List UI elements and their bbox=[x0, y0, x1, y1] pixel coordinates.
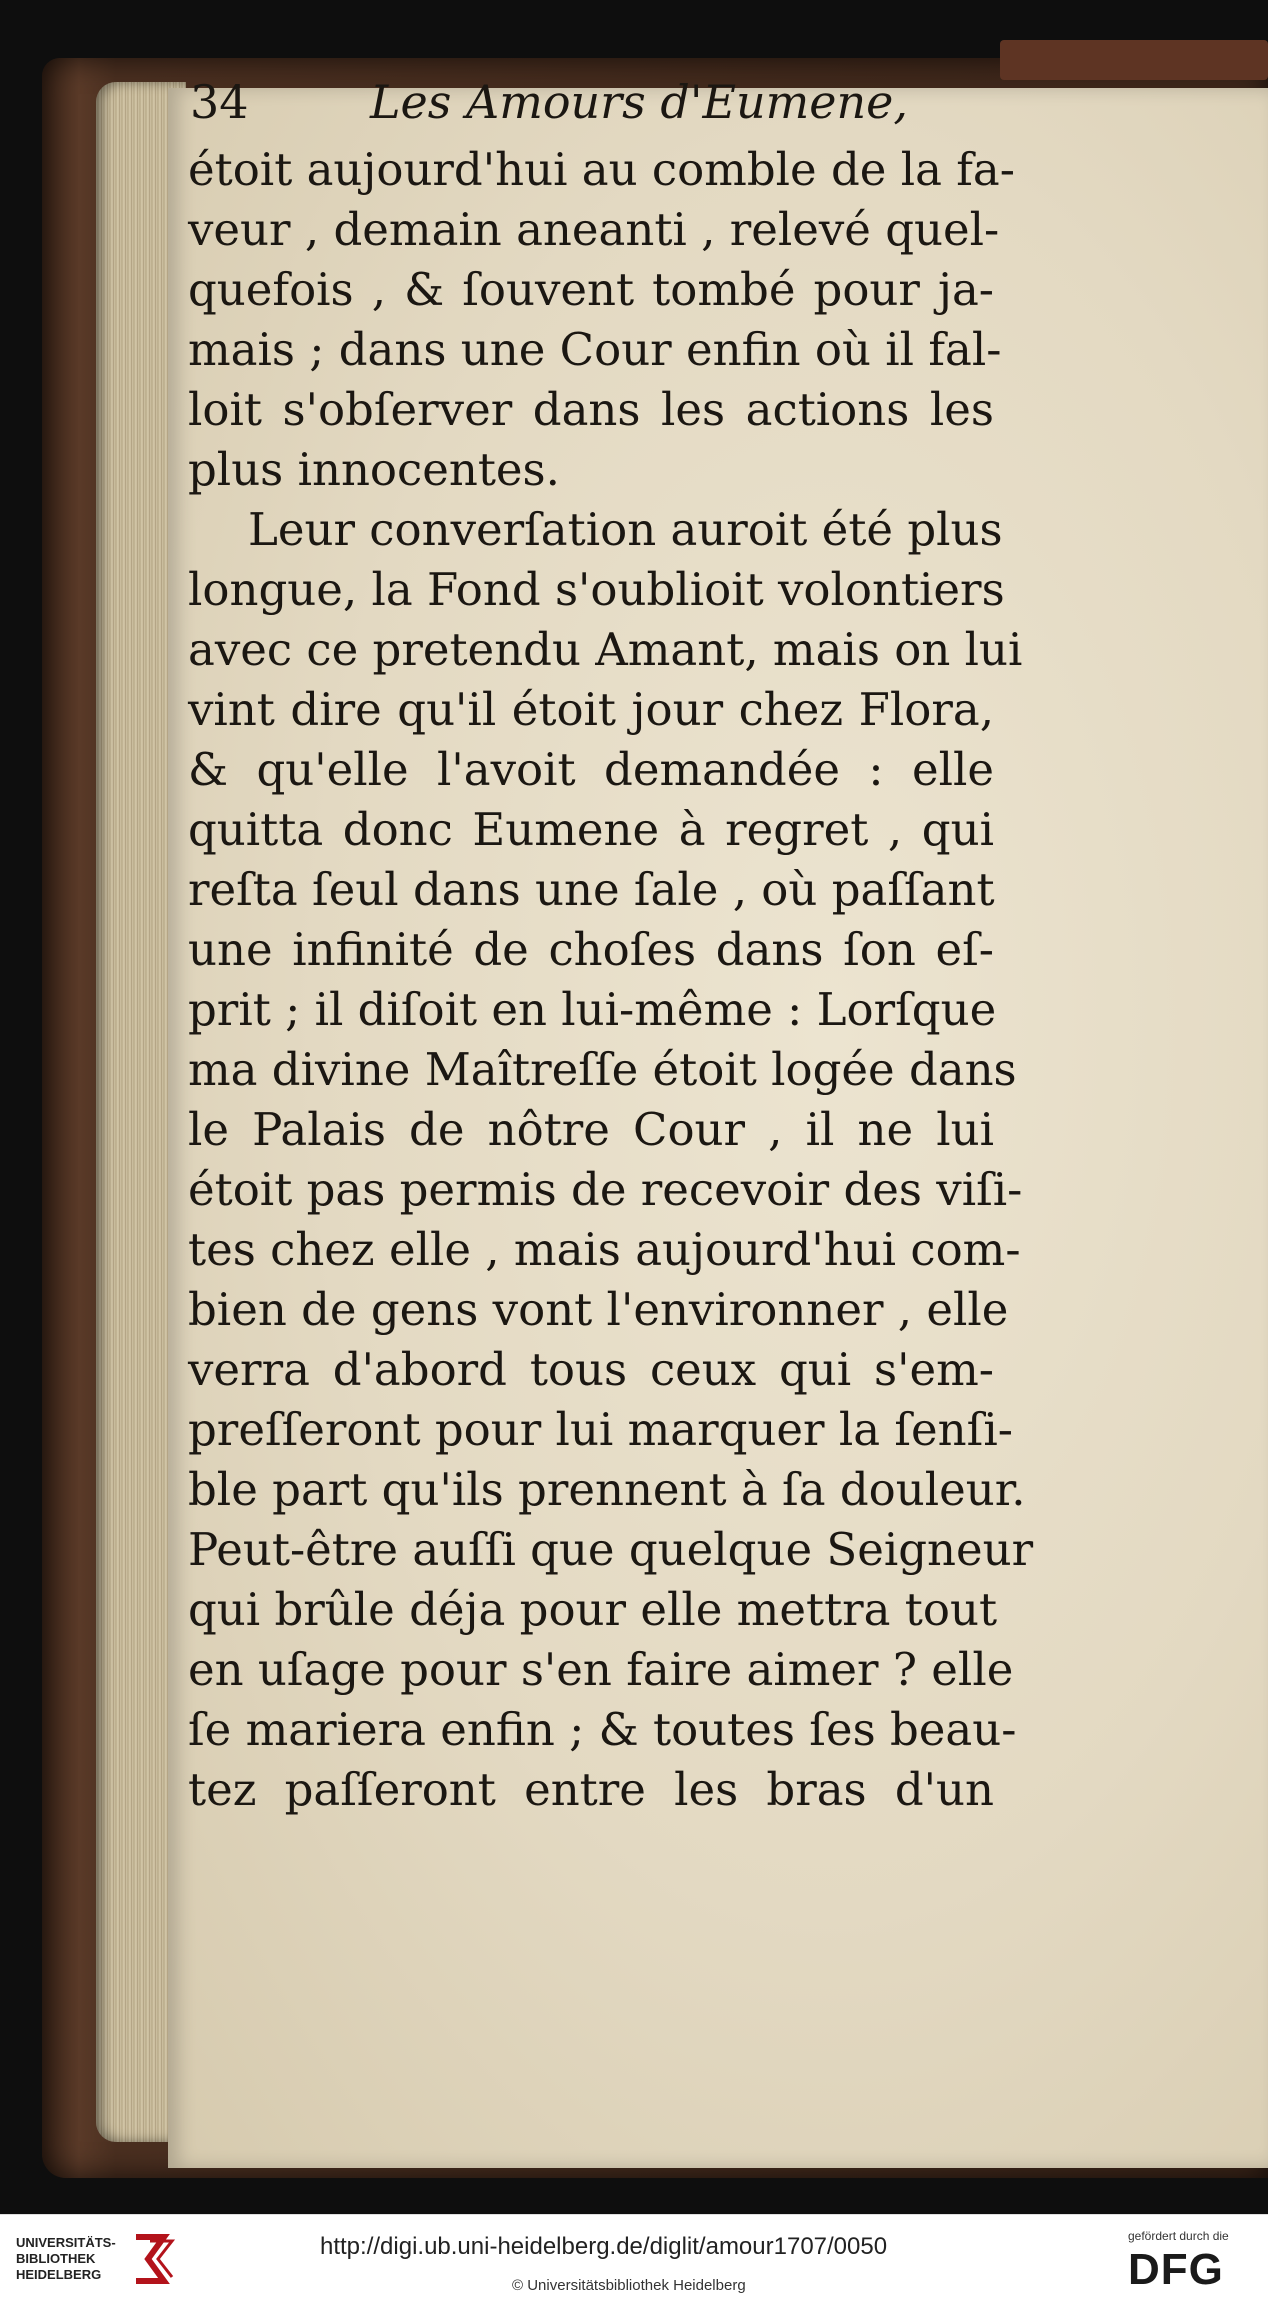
text-line: étoit pas permis de recevoir des viſi- bbox=[188, 1163, 1023, 1216]
text-line: bien de gens vont l'environner , elle bbox=[188, 1283, 1009, 1336]
text-line: longue, la Fond s'oublioit volontiers bbox=[188, 563, 1005, 616]
text-line: mais ; dans une Cour enfin où il fal- bbox=[188, 323, 1002, 376]
text-line: ble part qu'ils prennent à ſa douleur. bbox=[188, 1463, 1026, 1516]
permalink-url[interactable]: http://digi.ub.uni-heidelberg.de/diglit/amour1707/0050 bbox=[320, 2233, 888, 2260]
text-line: quefois , & ſouvent tombé pour ja- bbox=[188, 263, 994, 316]
text-line: avec ce pretendu Amant, mais on lui bbox=[188, 623, 1023, 676]
page-number: 34 bbox=[190, 75, 249, 129]
text-line: ma divine Maîtreſſe étoit logée dans bbox=[188, 1043, 1017, 1096]
text-line: quitta donc Eumene à regret , qui bbox=[188, 803, 994, 856]
dfg-logo: DFG bbox=[1128, 2245, 1224, 2294]
running-title: Les Amours d'Eumene, bbox=[370, 75, 908, 129]
text-line: verra d'abord tous ceux qui s'em- bbox=[188, 1343, 994, 1396]
text-line: reſta ſeul dans une ſale , où paſſant bbox=[188, 863, 995, 916]
text-line: ſe mariera enfin ; & toutes ſes beau- bbox=[188, 1703, 1017, 1756]
text-line: vint dire qu'il étoit jour chez Flora, bbox=[188, 683, 994, 736]
text-line: Peut-être auſſi que quelque Seigneur bbox=[188, 1523, 1034, 1576]
page-header bbox=[190, 75, 990, 145]
text-line: loit s'obſerver dans les actions les bbox=[188, 383, 994, 436]
text-line: étoit aujourd'hui au comble de la fa- bbox=[188, 143, 1015, 196]
text-line: en uſage pour s'en faire aimer ? elle bbox=[188, 1643, 1014, 1696]
library-logo-text: UNIVERSITÄTS- BIBLIOTHEK HEIDELBERG bbox=[16, 2235, 116, 2282]
copyright-notice: © Universitätsbibliothek Heidelberg bbox=[512, 2277, 746, 2294]
viewer-footer bbox=[0, 2214, 1268, 2305]
text-line: preſſeront pour lui marquer la ſenſi- bbox=[188, 1403, 1013, 1456]
text-line: & qu'elle l'avoit demandée : elle bbox=[188, 743, 994, 796]
text-line: tez paſſeront entre les bras d'un bbox=[188, 1763, 994, 1816]
text-line: Leur converſation auroit été plus bbox=[248, 503, 1003, 556]
text-line: tes chez elle , mais aujourd'hui com- bbox=[188, 1223, 1021, 1276]
cover-spine-edge bbox=[1000, 40, 1268, 80]
text-line: le Palais de nôtre Cour , il ne lui bbox=[188, 1103, 994, 1156]
text-line: veur , demain aneanti , relevé quel- bbox=[188, 203, 1000, 256]
text-line: une infinité de choſes dans ſon eſ- bbox=[188, 923, 994, 976]
funder-label: gefördert durch die bbox=[1128, 2229, 1229, 2243]
text-line: plus innocentes. bbox=[188, 443, 560, 496]
text-line: prit ; il diſoit en lui-même : Lorſque bbox=[188, 983, 997, 1036]
page-body-text bbox=[188, 140, 1034, 1820]
text-line: qui brûle déja pour elle mettra tout bbox=[188, 1583, 998, 1636]
library-logo-icon bbox=[128, 2229, 176, 2289]
